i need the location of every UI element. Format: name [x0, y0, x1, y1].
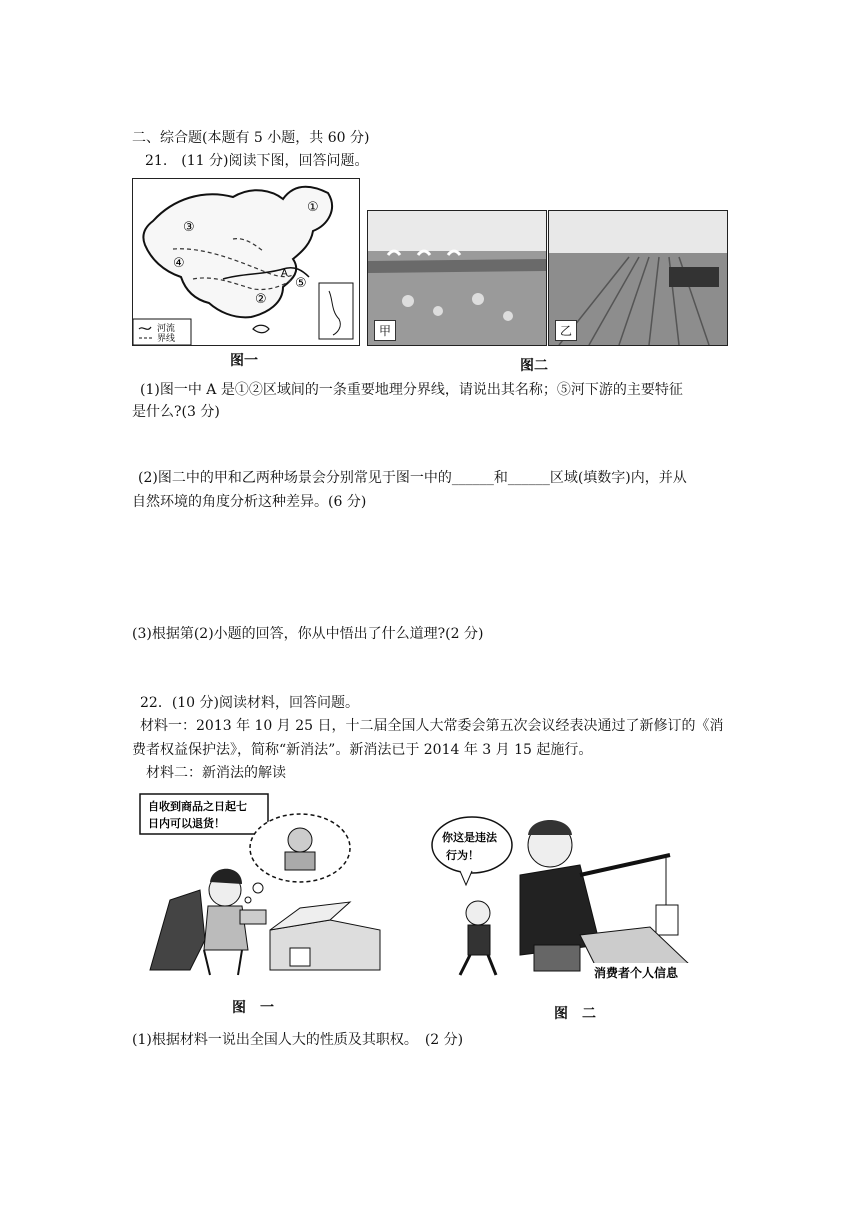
cartoon-2 [430, 815, 710, 995]
cartoon-2-sign: 消费者个人信息 [594, 966, 679, 980]
map-label-3: ③ [183, 220, 195, 235]
legend-river: 河流 [157, 323, 176, 333]
cartoon-2-bubble-line2: 行为！ [446, 849, 479, 862]
cartoon-2-caption: 图 二 [554, 1006, 596, 1022]
legend-boundary: 界线 [157, 333, 176, 343]
china-map-figure [132, 178, 360, 346]
q21-part2-line2: 自然环境的角度分析这种差异。(6 分) [132, 494, 367, 510]
figure-1-caption: 图一 [230, 353, 258, 369]
q22-material2: 材料二：新消法的解读 [146, 765, 286, 781]
photo-yi [548, 210, 728, 346]
cartoon-2-bubble-line1: 你这是违法 [442, 831, 497, 844]
q22-material1-line1: 材料一：2013 年 10 月 25 日，十二届全国人大常委会第五次会议经表决通过了新修订的《消 [140, 718, 724, 734]
question-21-intro: 21. (11 分)阅读下图，回答问题。 [145, 153, 369, 169]
q22-material1-line2: 费者权益保护法》，简称“新消法”。新消法已于 2014 年 3 月 15 起施行。 [132, 742, 593, 758]
q21-part3: (3)根据第(2)小题的回答，你从中悟出了什么道理?(2 分) [132, 626, 484, 642]
map-label-1: ① [307, 200, 319, 215]
q22-part1: (1)根据材料一说出全国人大的性质及其职权。 (2 分) [132, 1032, 464, 1048]
map-label-5: ⑤ [295, 276, 307, 291]
cartoon-1-bubble-line1: 自收到商品之日起七 [148, 800, 247, 813]
cartoon-1-caption: 图 一 [232, 1000, 274, 1016]
china-map-illustration [133, 179, 359, 345]
photo-yi-tag: 乙 [555, 320, 577, 341]
q21-part1-line1: (1)图一中 A 是①②区域间的一条重要地理分界线，请说出其名称；⑤河下游的主要特征 [140, 382, 683, 398]
q21-part1-line2: 是什么?(3 分) [132, 404, 220, 420]
question-22-intro: 22．(10 分)阅读材料，回答问题。 [140, 695, 360, 711]
cartoon-1 [130, 790, 400, 980]
photo-jia-tag: 甲 [374, 320, 396, 341]
map-label-a: A [281, 268, 288, 279]
cartoon-1-bubble-line2: 日内可以退货！ [148, 817, 225, 830]
map-label-4: ④ [173, 256, 185, 271]
cartoon-1-illustration [130, 790, 400, 980]
map-label-2: ② [255, 292, 267, 307]
figure-2-caption: 图二 [520, 358, 548, 374]
photo-jia [367, 210, 547, 346]
cartoon-2-illustration [430, 815, 710, 995]
section-heading: 二、综合题(本题有 5 小题，共 60 分) [132, 130, 370, 146]
q21-part2-line1: (2)图二中的甲和乙两种场景会分别常见于图一中的______和______区域(填数字)内，并从 [138, 470, 687, 486]
